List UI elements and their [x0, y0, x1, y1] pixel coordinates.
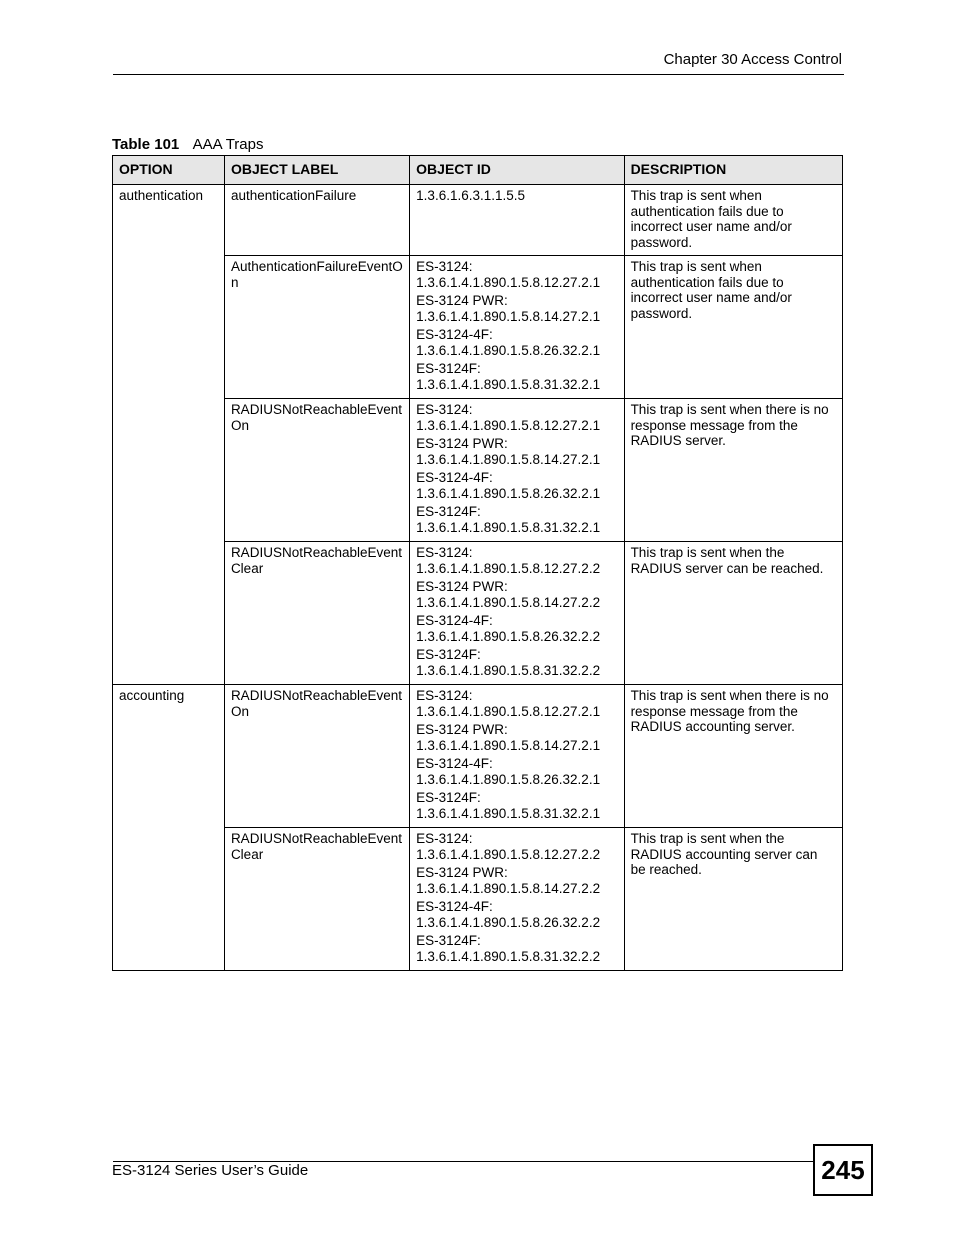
object-label-cell: RADIUSNotReachableEvent Clear [224, 542, 409, 685]
object-id-model: ES-3124-4F: [416, 899, 493, 914]
table-row [113, 685, 843, 828]
object-id-text: 1.3.6.1.4.1.890.1.5.8.14.27.2.1 [416, 737, 601, 753]
object-id-model: ES-3124 PWR: [416, 722, 508, 737]
object-id-model: ES-3124-4F: [416, 327, 493, 342]
object-label-cell: authenticationFailure [224, 185, 409, 256]
object-id-text: 1.3.6.1.4.1.890.1.5.8.12.27.2.1 [416, 274, 601, 290]
object-id-text: 1.3.6.1.4.1.890.1.5.8.12.27.2.1 [416, 417, 601, 433]
object-id-text: 1.3.6.1.4.1.890.1.5.8.14.27.2.2 [416, 880, 601, 896]
option-cell: authentication [113, 185, 225, 685]
table-caption [112, 136, 263, 153]
object-id-text: 1.3.6.1.4.1.890.1.5.8.26.32.2.1 [416, 485, 601, 501]
column-header-option: OPTION [113, 156, 225, 185]
object-id-model: ES-3124F: [416, 647, 481, 662]
object-id-model: ES-3124 PWR: [416, 865, 508, 880]
object-id-model: ES-3124: [416, 688, 473, 703]
object-id-model: ES-3124: [416, 545, 473, 560]
object-id-text: 1.3.6.1.4.1.890.1.5.8.14.27.2.2 [416, 594, 601, 610]
column-header-object-label: OBJECT LABEL [224, 156, 409, 185]
object-id-model: ES-3124F: [416, 790, 481, 805]
page-number: 245 [813, 1144, 873, 1196]
object-id-text: 1.3.6.1.4.1.890.1.5.8.31.32.2.1 [416, 805, 601, 821]
object-id-cell [410, 185, 624, 256]
object-label-cell: RADIUSNotReachableEvent On [224, 399, 409, 542]
header-rule [113, 74, 844, 75]
object-id-model: ES-3124-4F: [416, 470, 493, 485]
description-cell: This trap is sent when authentication fails due to incorrect user name and/or password. [624, 185, 842, 256]
object-id-cell [410, 542, 624, 685]
object-id-model: ES-3124F: [416, 933, 481, 948]
object-id-text: 1.3.6.1.6.3.1.1.5.5 [416, 188, 526, 203]
object-id-text: 1.3.6.1.4.1.890.1.5.8.26.32.2.1 [416, 342, 601, 358]
description-cell: This trap is sent when there is no response message from the RADIUS accounting server. [624, 685, 842, 828]
object-id-text: 1.3.6.1.4.1.890.1.5.8.14.27.2.1 [416, 308, 601, 324]
object-id-model: ES-3124F: [416, 361, 481, 376]
object-id-model: ES-3124: [416, 402, 473, 417]
guide-title: ES-3124 Series User’s Guide [112, 1162, 309, 1179]
object-id-text: 1.3.6.1.4.1.890.1.5.8.26.32.2.1 [416, 771, 601, 787]
object-label-cell: RADIUSNotReachableEvent Clear [224, 828, 409, 971]
description-cell: This trap is sent when the RADIUS server can be reached. [624, 542, 842, 685]
table-header-row [113, 156, 843, 185]
object-id-model: ES-3124F: [416, 504, 481, 519]
option-cell: accounting [113, 685, 225, 971]
object-id-text: 1.3.6.1.4.1.890.1.5.8.12.27.2.2 [416, 846, 601, 862]
table-caption-number: Table 101 [112, 136, 180, 153]
object-id-cell [410, 828, 624, 971]
object-id-text: 1.3.6.1.4.1.890.1.5.8.26.32.2.2 [416, 914, 601, 930]
object-label-cell: RADIUSNotReachableEvent On [224, 685, 409, 828]
object-id-text: 1.3.6.1.4.1.890.1.5.8.31.32.2.2 [416, 948, 601, 964]
object-id-cell [410, 256, 624, 399]
object-id-text: 1.3.6.1.4.1.890.1.5.8.31.32.2.1 [416, 376, 601, 392]
table-caption-title: AAA Traps [192, 136, 264, 153]
object-id-model: ES-3124-4F: [416, 613, 493, 628]
object-label-cell: AuthenticationFailureEventOn [224, 256, 409, 399]
object-id-cell [410, 685, 624, 828]
object-id-model: ES-3124 PWR: [416, 579, 508, 594]
object-id-text: 1.3.6.1.4.1.890.1.5.8.12.27.2.2 [416, 560, 601, 576]
column-header-object-id: OBJECT ID [410, 156, 624, 185]
table-row [113, 185, 843, 256]
object-id-text: 1.3.6.1.4.1.890.1.5.8.14.27.2.1 [416, 451, 601, 467]
object-id-model: ES-3124: [416, 259, 473, 274]
chapter-header: Chapter 30 Access Control [663, 51, 842, 68]
object-id-cell [410, 399, 624, 542]
description-cell: This trap is sent when there is no response message from the RADIUS server. [624, 399, 842, 542]
aaa-traps-table [112, 155, 843, 971]
object-id-text: 1.3.6.1.4.1.890.1.5.8.26.32.2.2 [416, 628, 601, 644]
object-id-text: 1.3.6.1.4.1.890.1.5.8.12.27.2.1 [416, 703, 601, 719]
object-id-model: ES-3124-4F: [416, 756, 493, 771]
column-header-description: DESCRIPTION [624, 156, 842, 185]
description-cell: This trap is sent when authentication fails due to incorrect user name and/or password. [624, 256, 842, 399]
object-id-text: 1.3.6.1.4.1.890.1.5.8.31.32.2.2 [416, 662, 601, 678]
object-id-text: 1.3.6.1.4.1.890.1.5.8.31.32.2.1 [416, 519, 601, 535]
object-id-model: ES-3124 PWR: [416, 436, 508, 451]
description-cell: This trap is sent when the RADIUS accounting server can be reached. [624, 828, 842, 971]
object-id-model: ES-3124 PWR: [416, 293, 508, 308]
object-id-model: ES-3124: [416, 831, 473, 846]
